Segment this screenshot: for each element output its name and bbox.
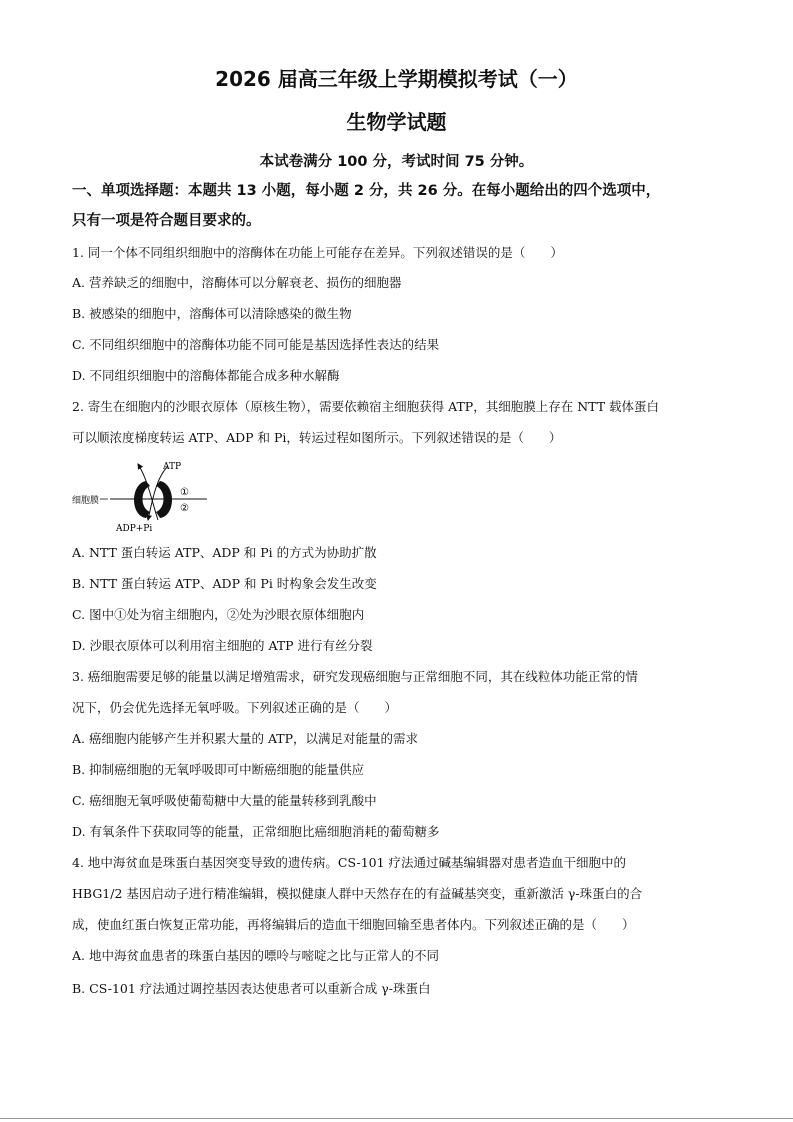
question-3-option-a: A. 癌细胞内能够产生并积累大量的 ATP，以满足对能量的需求 bbox=[72, 731, 419, 746]
question-3-stem-line-1: 3. 癌细胞需要足够的能量以满足增殖需求，研究发现癌细胞与正常细胞不同，其在线粒体功能正常的情 bbox=[72, 669, 638, 684]
ntt-transport-diagram bbox=[72, 458, 222, 538]
question-4-stem-line-2: HBG1/2 基因启动子进行精准编辑，模拟健康人群中天然存在的有益碱基突变，重新激活 γ-珠蛋白的合 bbox=[72, 886, 643, 901]
membrane-label: 细胞膜 bbox=[72, 496, 100, 506]
question-1-stem: 1. 同一个体不同组织细胞中的溶酶体在功能上可能存在差异。下列叙述错误的是（ ） bbox=[72, 245, 563, 260]
region-2-label: ② bbox=[180, 503, 189, 514]
question-4-stem-line-3: 成，使血红蛋白恢复正常功能，再将编辑后的造血干细胞回输至患者体内。下列叙述正确的是（ ） bbox=[72, 917, 635, 932]
question-2-option-d: D. 沙眼衣原体可以利用宿主细胞的 ATP 进行有丝分裂 bbox=[72, 638, 373, 653]
exam-title: 2026 届高三年级上学期模拟考试（一） bbox=[215, 67, 578, 91]
question-1-option-c: C. 不同组织细胞中的溶酶体功能不同可能是基因选择性表达的结果 bbox=[72, 337, 440, 352]
question-2-option-c: C. 图中①处为宿主细胞内，②处为沙眼衣原体细胞内 bbox=[72, 607, 365, 622]
question-1-option-d: D. 不同组织细胞中的溶酶体都能合成多种水解酶 bbox=[72, 368, 340, 383]
question-3-option-b: B. 抑制癌细胞的无氧呼吸即可中断癌细胞的能量供应 bbox=[72, 762, 365, 777]
atp-label: ATP bbox=[163, 462, 182, 472]
question-2-stem-line-1: 2. 寄生在细胞内的沙眼衣原体（原核生物），需要依赖宿主细胞获得 ATP，其细胞膜上存在 NTT 载体蛋白 bbox=[72, 399, 660, 414]
question-3-option-d: D. 有氧条件下获取同等的能量，正常细胞比癌细胞消耗的葡萄糖多 bbox=[72, 824, 440, 839]
question-4-option-b: B. CS-101 疗法通过调控基因表达使患者可以重新合成 γ-珠蛋白 bbox=[72, 981, 431, 996]
question-3-stem-line-2: 况下，仍会优先选择无氧呼吸。下列叙述正确的是（ ） bbox=[72, 700, 398, 715]
region-1-label: ① bbox=[180, 487, 189, 498]
question-1-option-a: A. 营养缺乏的细胞中，溶酶体可以分解衰老、损伤的细胞器 bbox=[72, 275, 402, 290]
exam-info: 本试卷满分 100 分，考试时间 75 分钟。 bbox=[259, 154, 534, 170]
section-heading-line-1: 一、单项选择题：本题共 13 小题，每小题 2 分，共 26 分。在每小题给出的四个选项中， bbox=[72, 183, 661, 199]
question-4-option-a: A. 地中海贫血患者的珠蛋白基因的嘌呤与嘧啶之比与正常人的不同 bbox=[72, 948, 439, 963]
question-2-option-b: B. NTT 蛋白转运 ATP、ADP 和 Pi 时构象会发生改变 bbox=[72, 576, 377, 591]
exam-subtitle: 生物学试题 bbox=[346, 110, 447, 134]
question-2-option-a: A. NTT 蛋白转运 ATP、ADP 和 Pi 的方式为协助扩散 bbox=[72, 545, 377, 560]
page-bottom-rule bbox=[0, 1118, 793, 1119]
adp-pi-label: ADP+Pi bbox=[116, 524, 153, 534]
question-2-stem-line-2: 可以顺浓度梯度转运 ATP、ADP 和 Pi，转运过程如图所示。下列叙述错误的是（ ） bbox=[72, 430, 562, 445]
section-heading-line-2: 只有一项是符合题目要求的。 bbox=[72, 213, 261, 229]
question-1-option-b: B. 被感染的细胞中，溶酶体可以清除感染的微生物 bbox=[72, 306, 352, 321]
question-3-option-c: C. 癌细胞无氧呼吸使葡萄糖中大量的能量转移到乳酸中 bbox=[72, 793, 377, 808]
question-4-stem-line-1: 4. 地中海贫血是珠蛋白基因突变导致的遗传病。CS-101 疗法通过碱基编辑器对患者造血干细胞中的 bbox=[72, 855, 627, 870]
